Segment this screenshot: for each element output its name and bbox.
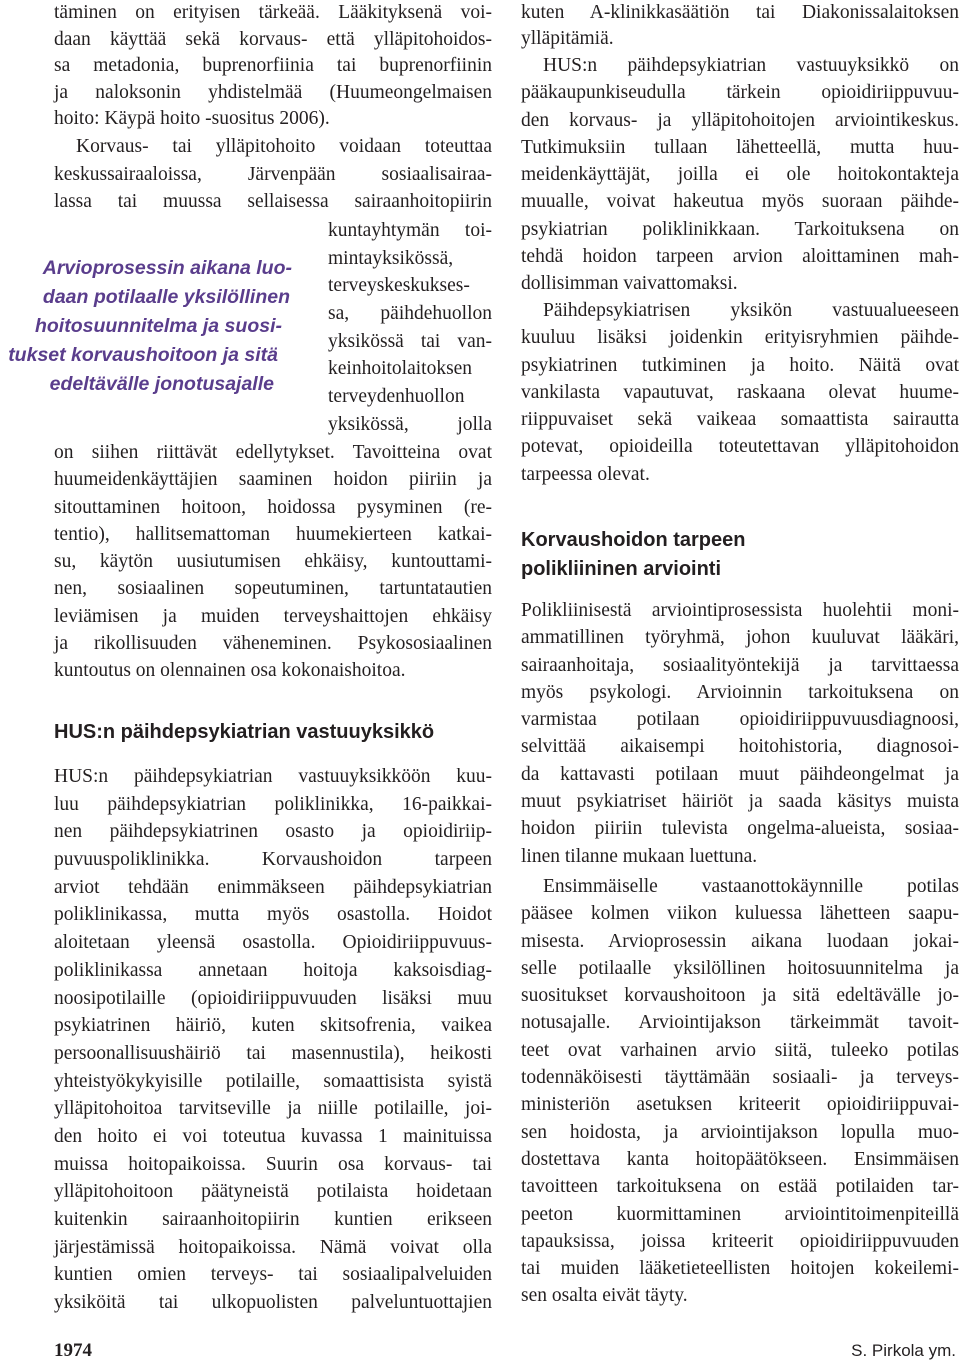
article-author: S. Pirkola ym. xyxy=(851,1341,956,1360)
text-line: teet ovat varhainen arvio siitä, tuleeko potilas xyxy=(521,1039,959,1061)
pull-quote-line: hoitosuunnitelma ja suosi- xyxy=(34,315,282,337)
text-line: järjestämissä hoitopaikoissa. Nämä voivat olla xyxy=(54,1236,492,1258)
text-line: kuten A-klinikkasäätiön tai Diakonissalaitoksen xyxy=(521,2,959,23)
pull-quote-line: Arvioprosessin aikana luo- xyxy=(42,257,292,279)
text-line: tai muiden lääketieteellisten hoitojen kokeilemi- xyxy=(521,1258,959,1280)
text-line: notusajalle. Arviointijakson tärkeimmät tavoit- xyxy=(521,1012,959,1034)
text-line: lassa tai muussa sellaisessa sairaanhoitopiirin xyxy=(54,191,492,212)
text-line: linen tilanne mukaan luettuna. xyxy=(521,845,758,867)
text-line: kuitenkin sairaanhoitopiirin kuntien erikseen xyxy=(54,1209,492,1230)
section-heading-assessment xyxy=(521,526,745,584)
text-line: kuntoutus on olennainen osa kokonaishoitoa. xyxy=(54,660,406,682)
paragraph-first-visit xyxy=(521,873,959,1310)
text-line: terveydenhuollon xyxy=(328,386,465,408)
text-line: meidenkäyttäjät, joilla ei ole hoitokontakteja xyxy=(521,164,959,186)
pull-quote-line: tukset korvaushoitoon ja sitä xyxy=(8,344,278,366)
text-line: tarpeessa olevat. xyxy=(521,463,650,485)
text-line: keskussairaaloissa, Järvenpään sosiaalisairaa- xyxy=(54,163,492,185)
text-line: aloitetaan yleensä osastolla. Opioidiriippuvuus- xyxy=(54,932,492,954)
text-line: keinhoitolaitoksen xyxy=(328,358,473,380)
text-line: sen hoidosta, ja arviointijakson lopulla muo- xyxy=(521,1121,959,1143)
pull-quote xyxy=(0,254,292,404)
text-line: luu päihdepsykiatrian poliklinikka, 16-paikkai- xyxy=(54,793,492,815)
text-line: ja naloksonin yhdistelmää (Huumeongelmaisen xyxy=(54,81,492,103)
text-line: hoito: Käypä hoito -suositus 2006). xyxy=(54,108,330,129)
text-line: den hoito ei voi toteutua kuvassa 1 mainituissa xyxy=(54,1125,492,1147)
text-line: huumeidenkäyttäjien saaminen hoidon piiriin ja xyxy=(54,469,492,491)
paragraph-treatment-locations-wrap xyxy=(328,217,492,439)
text-line: ylläpitämiä. xyxy=(521,28,614,49)
intro-paragraph xyxy=(54,0,492,133)
text-line: selle potilaalle yksilöllinen hoitosuunnitelma ja xyxy=(521,957,959,979)
text-line: tehdä hoidon tarpeen arvion aloittaminen mah- xyxy=(521,246,959,268)
text-line: ylläpitohoitoon päätyneistä potilaista hoidetaan xyxy=(54,1181,492,1203)
text-line: HUS:n päihdepsykiatrian vastuuyksikköön kuu- xyxy=(54,766,492,787)
paragraph-assessment-team xyxy=(521,597,959,870)
text-line: ylläpitohoitoa tarvitseville ja niille potilaille, joi- xyxy=(54,1098,492,1120)
text-line: ministeriön asetuksen kriteerit opioidiriippuvai- xyxy=(521,1094,959,1116)
text-line: psykiatrian poliklinikkaan. Tarkoituksena on xyxy=(521,218,959,240)
text-line: misesta. Arvioprosessin aikana luodaan jokai- xyxy=(521,930,959,952)
text-line: täminen on erityisen tärkeää. Lääkityksenä voi- xyxy=(54,2,492,23)
text-line: sairaanhoitaja, sosiaalityöntekijä ja tarvittaessa xyxy=(521,654,959,676)
text-line: tavoitteen tarkoituksena on estää potilaiden tar- xyxy=(521,1176,959,1198)
text-line: daan käyttää sekä korvaus- että ylläpitohoidos- xyxy=(54,28,492,50)
text-line: myös psykologi. Arvioinnin tarkoituksena on xyxy=(521,681,959,703)
heading-line: polikliininen arviointi xyxy=(521,558,722,580)
text-line: ammatillinen työryhmä, johon kuuluvat lääkäri, xyxy=(521,627,959,649)
text-line: noosipotilaille (opioidiriippuvuuden lisäksi muu xyxy=(54,987,492,1009)
text-line: su, käytön uusiutumisen ehkäisy, kuntouttami- xyxy=(54,551,492,573)
heading-line: Korvaushoidon tarpeen xyxy=(521,529,746,551)
text-line: muualle, voivat hakeutua myös suoraan päihde- xyxy=(521,191,959,213)
text-line: kuntien omien terveys- tai sosiaalipalveluiden xyxy=(54,1264,492,1286)
text-line: sitouttaminen hoitoon, hoidossa pysyminen (re- xyxy=(54,496,492,518)
paragraph-assessment-center xyxy=(521,52,959,298)
paragraph-treatment-goals xyxy=(54,439,492,685)
text-line: muut psykiatriset häiriöt ja saada käsitys muista xyxy=(521,791,959,813)
pull-quote-line: daan potilaalle yksilöllinen xyxy=(42,286,290,308)
text-line: psykiatrinen häiriö, kuten skitsofrenia, vaikea xyxy=(54,1015,492,1037)
text-line: mintayksikössä, xyxy=(328,247,454,269)
text-line: psykiatrinen tutkiminen ja hoito. Näitä ovat xyxy=(521,354,959,376)
text-line: pääkaupunkiseudulla tärkein opioidiriippuvuu- xyxy=(521,82,959,104)
text-line: den korvaus- ja ylläpitohoitojen arviointikeskus. xyxy=(521,109,959,131)
text-line: muissa hoitopaikoissa. Suurin osa korvaus- tai xyxy=(54,1153,492,1175)
text-line: arviot tehdään enimmäkseen päihdepsykiatrian xyxy=(54,876,492,898)
text-line: Polikliinisestä arviointiprosessista huolehtii moni- xyxy=(521,600,959,621)
text-line: kuntayhtymän toi- xyxy=(328,220,492,241)
text-line: todennäköisesti täyttämään sosiaali- ja terveys- xyxy=(521,1067,959,1089)
paragraph-hus-unit xyxy=(54,763,492,1317)
text-line: nen, sosiaalinen sopeutuminen, tartuntatautien xyxy=(54,578,492,600)
text-line: hoidon piiriin tulevista ongelma-alueista, sosiaa- xyxy=(521,818,959,840)
pull-quote-line: edeltävälle jonotusajalle xyxy=(49,373,274,395)
text-line: potevat, opioideilla toteutettavan ylläpitohoidon xyxy=(521,436,959,458)
text-line: yksiköitä tai ulkopuolisten palveluntuottajien xyxy=(54,1292,492,1314)
text-line: persoonallisuushäiriö tai masennustila), heikosti xyxy=(54,1042,492,1064)
text-line: selvittää aikaisempi hoitohistoria, diagnosoi- xyxy=(521,736,959,758)
text-line: sen osalta eivät täyty. xyxy=(521,1285,688,1307)
text-line: suositukset korvaushoitoon ja sitä edeltävälle jo- xyxy=(521,985,959,1007)
text-line: sa metadonia, buprenorfiinia tai buprenorfiinin xyxy=(54,55,492,76)
text-line: Ensimmäiselle vastaanottokäynnille potilas xyxy=(543,876,959,897)
paragraph-continued xyxy=(521,0,959,52)
text-line: tapauksissa, joissa kriteerit opioidiriippuvuuden xyxy=(521,1230,959,1252)
text-line: ja rikollisuuden väheneminen. Psykososiaalinen xyxy=(54,633,492,655)
text-line: poliklinikassa, mutta myös osastolla. Hoidot xyxy=(54,904,492,926)
text-line: riippuvaiset sekä vaikeaa somaattista sairautta xyxy=(521,409,959,431)
text-line: yksikössä, jolla xyxy=(328,413,492,435)
text-line: puvuuspoliklinikka. Korvaushoidon tarpeen xyxy=(54,849,492,871)
text-line: tentio), hallitsemattoman huumekierteen katkai- xyxy=(54,523,492,545)
text-line: varmistaa potilaan opioidiriippuvuusdiagnoosi, xyxy=(521,709,959,731)
text-line: leviämisen ja muiden terveyshaittojen ehkäisy xyxy=(54,605,492,627)
text-line: on siihen riittävät edellytykset. Tavoitteina ovat xyxy=(54,442,492,463)
text-line: vankilasta vapautuvat, raskaana olevat huume- xyxy=(521,381,959,403)
text-line: Tutkimuksiin tullaan lähetteellä, mutta huu- xyxy=(521,136,959,158)
section-heading-hus: HUS:n päihdepsykiatrian vastuuyksikkö xyxy=(54,721,435,743)
text-line: yksikössä tai van- xyxy=(328,330,492,352)
text-line: poliklinikassa annetaan hoitoja kaksoisdiag- xyxy=(54,959,492,981)
text-line: peeton kuormittaminen arviointitoimenpiteillä xyxy=(521,1203,959,1225)
text-line: nen päihdepsykiatrinen osasto ja opioidiriip- xyxy=(54,821,492,843)
text-line: Päihdepsykiatrisen yksikön vastuualueeseen xyxy=(543,300,959,321)
text-line: dostettava kanta hoitopäätökseen. Ensimmäisen xyxy=(521,1148,959,1170)
paragraph-treatment-locations xyxy=(54,133,492,216)
text-line: HUS:n päihdepsykiatrian vastuuyksikkö on xyxy=(543,55,959,76)
text-line: dollisimman vaivattomaksi. xyxy=(521,273,738,295)
paragraph-special-groups xyxy=(521,297,959,488)
text-line: yhteistyökykyisille potilaille, somaattisista syistä xyxy=(54,1070,492,1092)
text-line: Korvaus- tai ylläpitohoito voidaan toteuttaa xyxy=(76,136,492,157)
text-line: terveyskeskukses- xyxy=(328,275,470,297)
page-number: 1974 xyxy=(54,1340,92,1361)
text-line: da kattavasti potilaan muut päihdeongelmat ja xyxy=(521,763,959,785)
text-line: kuuluu lisäksi joidenkin erityisryhmien päihde- xyxy=(521,327,959,349)
text-line: pääsee kolmen viikon kuluessa lähetteen saapu- xyxy=(521,903,959,925)
text-line: sa, päihdehuollon xyxy=(328,303,492,325)
